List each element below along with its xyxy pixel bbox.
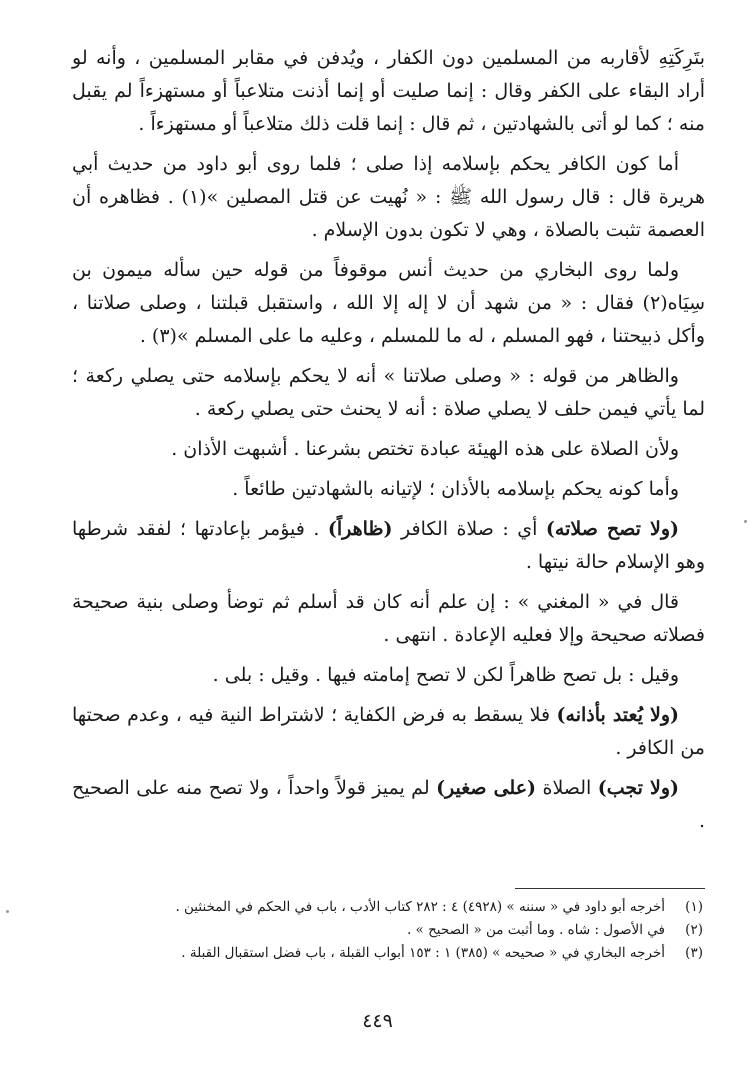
paragraph-3: ولما روى البخاري من حديث أنس موقوفاً من قوله حين سأله ميمون بن سِيَاه(٢) فقال : « من شهد أن لا إله إلا الله ، واستقبل قبلتنا ، وصلى صلاتنا ، وأكل ذبيحتنا ، فهو المسلم ، له ما للمسلم ، وعليه ما على المسلم »(٣) .: [72, 259, 705, 347]
footnote-number: (٣): [685, 945, 703, 961]
main-text: [72, 42, 705, 845]
paragraph-1: بتَرِكَتِهِ لأقاربه من المسلمين دون الكفار ، ويُدفن في مقابر المسلمين ، وأنه لو أراد البقاء على الكفر وقال : إنما صليت أو إنما أذنت متلاعباً أو مستهزءاً لم يقبل منه ؛ كما لو أتى بالشهادتين ، ثم قال : إنما قلت ذلك متلاعباً أو مستهزءاً .: [72, 47, 705, 135]
matn-text: (على صغير): [436, 777, 537, 799]
sharh-text: أي : صلاة الكافر: [392, 518, 546, 540]
scan-speck: [6, 910, 9, 913]
sharh-text: لم يميز قولاً واحداً ، ولا تصح منه على الصحيح .: [72, 777, 705, 832]
paragraph-11: [72, 772, 705, 838]
matn-text: (ظاهراً): [327, 518, 393, 540]
sharh-text: الصلاة: [536, 777, 598, 799]
matn-text: (ولا تصح صلاته): [545, 518, 679, 540]
paragraph-9: وقيل : بل تصح ظاهراً لكن لا تصح إمامته فيها . وقيل : بلى .: [212, 664, 679, 686]
footnote-text: أخرجه البخاري في « صحيحه » (٣٨٥) ١ : ١٥٣ أبواب القبلة ، باب فضل استقبال القبلة .: [181, 945, 665, 961]
footnotes: [72, 896, 703, 965]
matn-text: (ولا يُعتد بأذانه): [556, 704, 679, 726]
paragraph-4: والظاهر من قوله : « وصلى صلاتنا » أنه لا يحكم بإسلامه حتى يصلي ركعة ؛ لما يأتي فيمن حلف لا يصلي صلاة : أنه لا يحنث حتى يصلي ركعة .: [72, 365, 705, 420]
page-number: ٤٤٩: [362, 1010, 393, 1032]
footnote-number: (١): [685, 899, 703, 915]
footnote-number: (٢): [685, 922, 703, 938]
paragraph-2: أما كون الكافر يحكم بإسلامه إذا صلى ؛ فلما روى أبو داود من حديث أبي هريرة قال : قال رسول الله ﷺ : « نُهيت عن قتل المصلين »(١) . فظاهره أن العصمة تثبت بالصلاة ، وهي لا تكون بدون الإسلام .: [72, 153, 705, 241]
footnote-1: [72, 896, 703, 919]
footnote-divider: [515, 888, 705, 889]
paragraph-8: قال في « المغني » : إن علم أنه كان قد أسلم ثم توضأ وصلى بنية صحيحة فصلاته صحيحة وإلا فعليه الإعادة . انتهى .: [72, 591, 705, 646]
scan-speck: [744, 520, 747, 523]
footnote-2: [72, 919, 703, 942]
paragraph-7: [72, 513, 705, 579]
sharh-text: فلا يسقط به فرض الكفاية ؛ لاشتراط النية فيه ، وعدم صحتها من الكافر .: [72, 704, 705, 759]
paragraph-5: ولأن الصلاة على هذه الهيئة عبادة تختص بشرعنا . أشبهت الأذان .: [171, 438, 679, 460]
footnote-text: أخرجه أبو داود في « سننه » (٤٩٢٨) ٤ : ٢٨٢ كتاب الأدب ، باب في الحكم في المخنثين .: [175, 899, 665, 915]
footnote-3: [72, 942, 703, 965]
paragraph-10: [72, 699, 705, 765]
sharh-text: . فيؤمر بإعادتها ؛ لفقد شرطها وهو الإسلام حالة نيتها .: [72, 518, 705, 573]
matn-text: (ولا تجب): [597, 777, 679, 799]
paragraph-6: وأما كونه يحكم بإسلامه بالأذان ؛ لإتيانه بالشهادتين طائعاً .: [232, 478, 679, 500]
footnote-text: في الأصول : شاه . وما أثبت من « الصحيح » .: [406, 922, 665, 938]
